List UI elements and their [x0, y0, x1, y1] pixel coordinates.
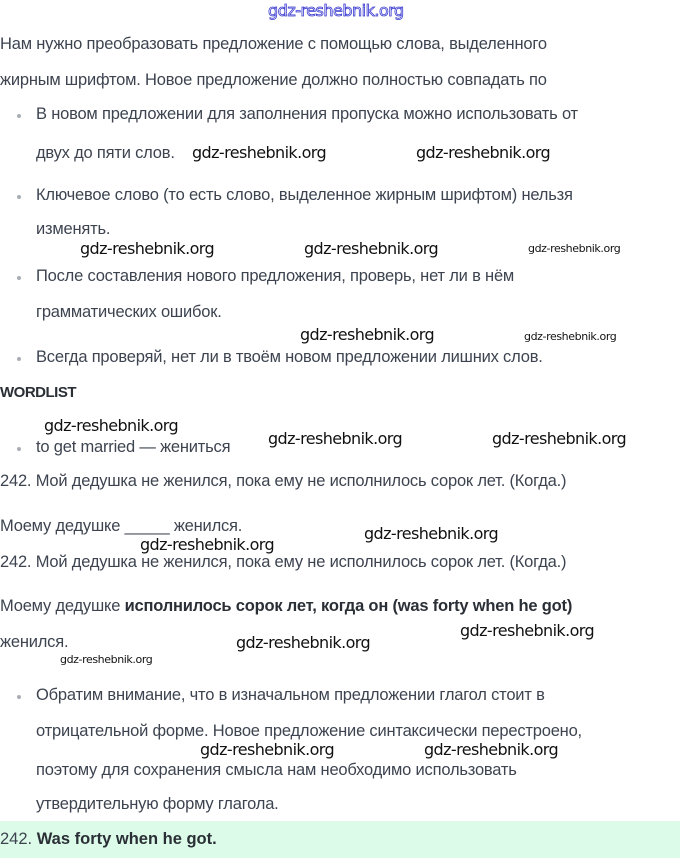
- bullet-icon: [17, 447, 21, 451]
- solution-sentence: 242. Мой дедушка не женился, пока ему не исполнилось сорок лет. (Когда.): [0, 553, 567, 571]
- note-line-1: Обратим внимание, что в изначальном предложении глагол стоит в: [36, 686, 545, 704]
- note-line-3: поэтому для сохранения смысла нам необходимо использовать: [36, 761, 517, 779]
- wordlist-heading: WORDLIST: [0, 384, 76, 401]
- watermark: gdz-reshebnik.org: [268, 429, 403, 448]
- solution-bold: исполнилось сорок лет, когда он (was forty when he got): [124, 597, 573, 615]
- bullet-icon: [17, 195, 21, 199]
- watermark: gdz-reshebnik.org: [524, 330, 617, 343]
- note-line-2: отрицательной форме. Новое предложение синтаксически перестроено,: [36, 722, 582, 740]
- watermark: gdz-reshebnik.org: [200, 740, 335, 759]
- answer-box: [0, 821, 680, 858]
- watermark: gdz-reshebnik.org: [300, 325, 435, 344]
- answer-number: 242.: [0, 830, 33, 848]
- watermark: gdz-reshebnik.org: [140, 535, 275, 554]
- watermark: gdz-reshebnik.org: [424, 740, 559, 759]
- watermark-top: gdz-reshebnik.org: [268, 1, 404, 20]
- bullet-icon: [17, 357, 21, 361]
- watermark: gdz-reshebnik.org: [60, 653, 153, 666]
- task-sentence: 242. Мой дедушка не женился, пока ему не исполнилось сорок лет. (Когда.): [0, 472, 567, 490]
- rule-2-line-1: Ключевое слово (то есть слово, выделенное жирным шрифтом) нельзя: [36, 186, 573, 204]
- bullet-icon: [17, 695, 21, 699]
- task-gap-sentence: Моему дедушке _____ женился.: [0, 517, 243, 535]
- solution-suffix: женился.: [0, 633, 69, 651]
- solution-prefix: Моему дедушке: [0, 597, 121, 615]
- note-line-4: утвердительную форму глагола.: [36, 795, 279, 813]
- rule-4-line-1: Всегда проверяй, нет ли в твоём новом предложении лишних слов.: [36, 348, 543, 366]
- watermark: gdz-reshebnik.org: [44, 416, 179, 435]
- intro-line-2: жирным шрифтом. Новое предложение должно полностью совпадать по: [0, 71, 547, 89]
- rule-1-line-2: двух до пяти слов.: [36, 144, 175, 162]
- rule-1-line-1: В новом предложении для заполнения пропуска можно использовать от: [36, 105, 578, 123]
- bullet-icon: [17, 276, 21, 280]
- watermark: gdz-reshebnik.org: [492, 429, 627, 448]
- watermark: gdz-reshebnik.org: [528, 242, 621, 255]
- intro-line-1: Нам нужно преобразовать предложение с помощью слова, выделенного: [0, 35, 547, 53]
- watermark: gdz-reshebnik.org: [364, 524, 499, 543]
- watermark: gdz-reshebnik.org: [236, 633, 371, 652]
- watermark: gdz-reshebnik.org: [460, 621, 595, 640]
- rule-3-line-2: грамматических ошибок.: [36, 303, 222, 321]
- watermark: gdz-reshebnik.org: [416, 143, 551, 162]
- solution-line-1: [0, 596, 572, 616]
- bullet-icon: [17, 114, 21, 118]
- watermark: gdz-reshebnik.org: [192, 143, 327, 162]
- answer-text: Was forty when he got.: [36, 830, 217, 848]
- rule-3-line-1: После составления нового предложения, проверь, нет ли в нём: [36, 267, 515, 285]
- answer-line: [0, 829, 217, 849]
- rule-2-line-2: изменять.: [36, 220, 111, 238]
- wordlist-item: to get married — жениться: [36, 438, 231, 456]
- watermark: gdz-reshebnik.org: [80, 239, 215, 258]
- watermark: gdz-reshebnik.org: [304, 239, 439, 258]
